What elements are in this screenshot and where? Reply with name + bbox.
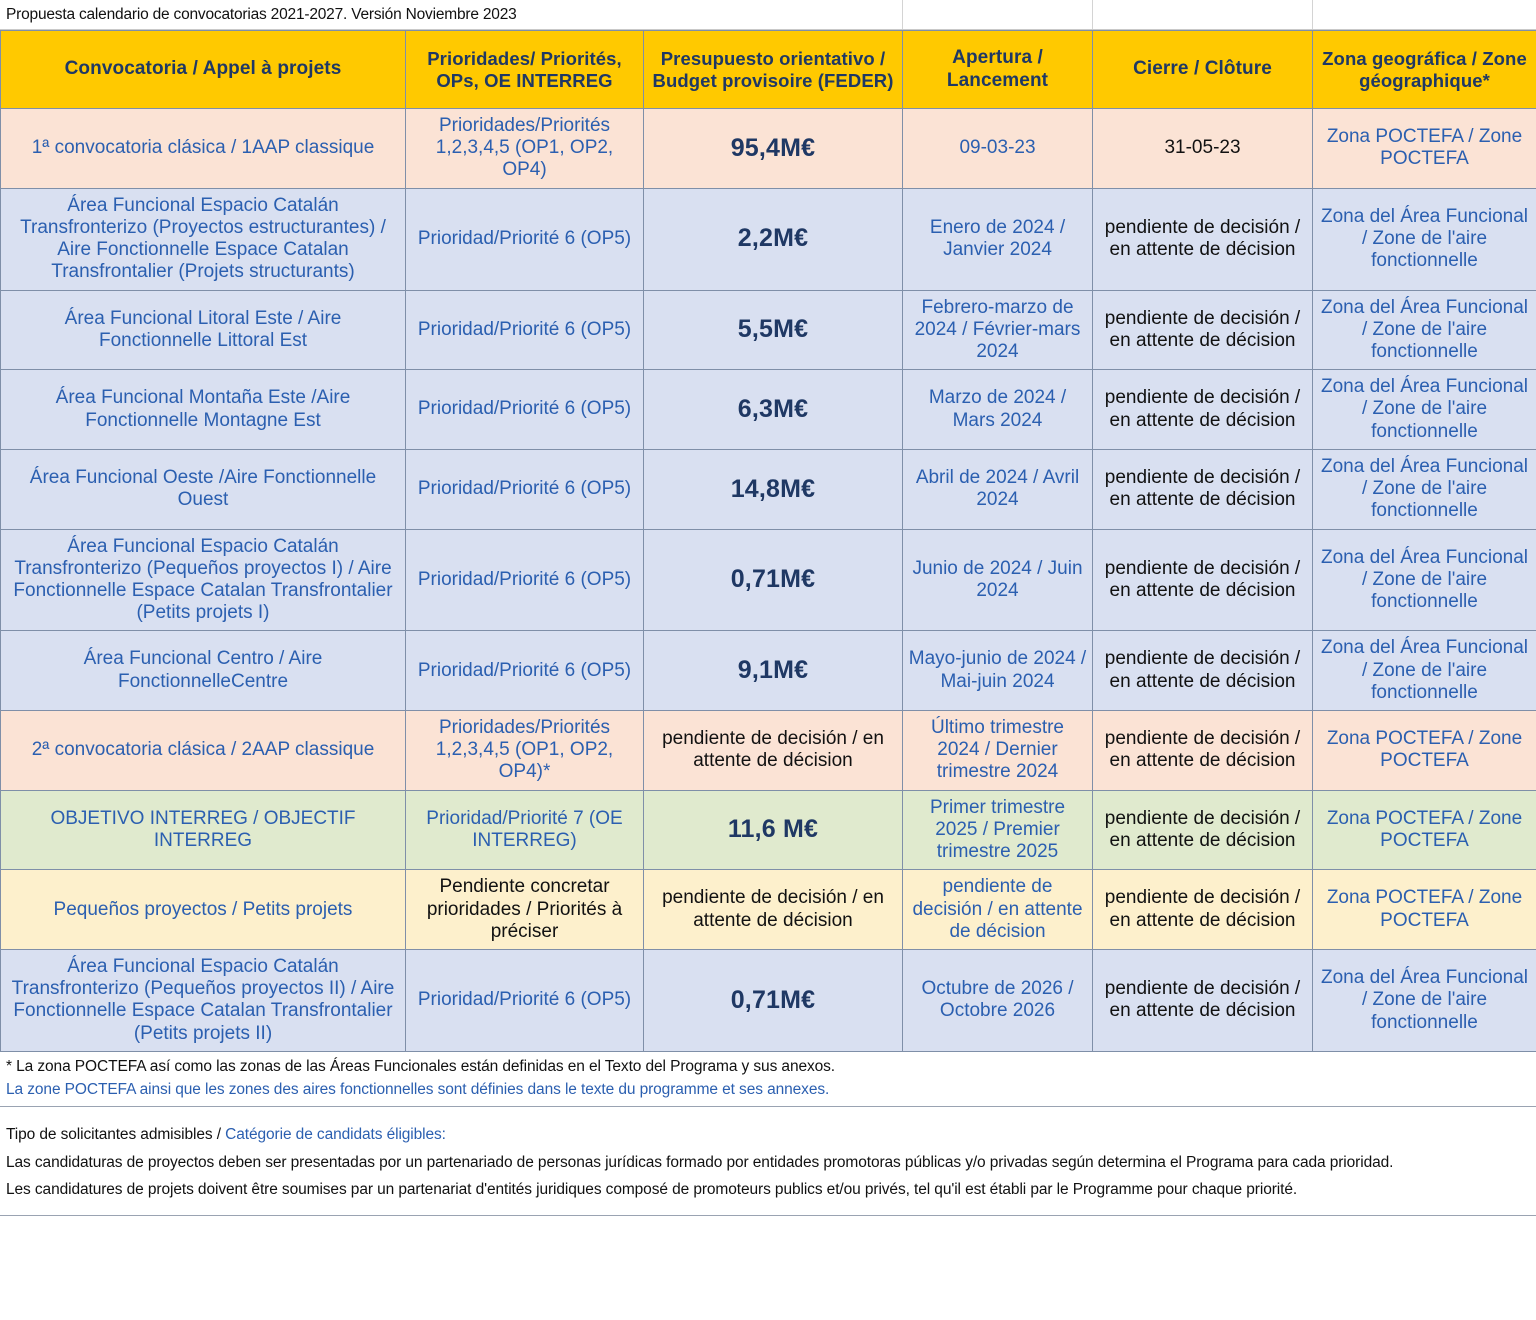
cell-prioridades: Prioridad/Priorité 6 (OP5) <box>406 188 644 290</box>
caption-row <box>0 0 1536 30</box>
cell-convocatoria: Área Funcional Oeste /Aire Fonctionnelle Ouest <box>1 449 406 529</box>
cell-presupuesto: 11,6 M€ <box>644 790 903 870</box>
table-head <box>1 31 1536 109</box>
cell-presupuesto: pendiente de decisión / en attente de décision <box>644 711 903 791</box>
footer-body-french: Les candidatures de projets doivent être soumises par un partenariat d'entités juridiques composé de promoteurs publics et/ou privés, tel qu'il est établi par le Programme pour chaque priorité. <box>6 1180 1298 1198</box>
cell-prioridades: Prioridad/Priorité 6 (OP5) <box>406 290 644 370</box>
cell-cierre: pendiente de decisión / en attente de décision <box>1093 449 1313 529</box>
table-row <box>1 370 1536 450</box>
cell-zona: Zona POCTEFA / Zone POCTEFA <box>1313 870 1536 950</box>
cell-convocatoria: OBJETIVO INTERREG / OBJECTIF INTERREG <box>1 790 406 870</box>
cell-convocatoria: Área Funcional Espacio Catalán Transfronterizo (Pequeños proyectos I) / Aire Fonctionnelle Espace Catalan Transfrontalier (Petits projets I) <box>1 529 406 631</box>
cell-prioridades: Prioridad/Priorité 6 (OP5) <box>406 449 644 529</box>
column-header-presupuesto: Presupuesto orientativo / Budget provisoire (FEDER) <box>644 31 903 109</box>
footer-title-spanish: Tipo de solicitantes admisibles / <box>6 1126 226 1144</box>
cell-zona: Zona del Área Funcional / Zone de l'aire fonctionnelle <box>1313 290 1536 370</box>
cell-cierre: pendiente de decisión / en attente de décision <box>1093 529 1313 631</box>
cell-prioridades: Prioridad/Priorité 6 (OP5) <box>406 370 644 450</box>
cell-convocatoria: Pequeños proyectos / Petits projets <box>1 870 406 950</box>
cell-apertura: Enero de 2024 / Janvier 2024 <box>903 188 1093 290</box>
cell-prioridades: Prioridad/Priorité 7 (OE INTERREG) <box>406 790 644 870</box>
cell-cierre: pendiente de decisión / en attente de décision <box>1093 290 1313 370</box>
cell-prioridades: Prioridad/Priorité 6 (OP5) <box>406 950 644 1052</box>
table-row <box>1 870 1536 950</box>
cell-cierre: pendiente de decisión / en attente de décision <box>1093 188 1313 290</box>
table-row <box>1 290 1536 370</box>
cell-zona: Zona POCTEFA / Zone POCTEFA <box>1313 711 1536 791</box>
footer-body-spanish: Las candidaturas de proyectos deben ser presentadas por un partenariado de personas jurídicas formado por entidades promotoras públicas y/o privadas según determina el Programa para cada prioridad. <box>6 1153 1394 1171</box>
cell-convocatoria: Área Funcional Montaña Este /Aire Fonctionnelle Montagne Est <box>1 370 406 450</box>
cell-cierre: 31-05-23 <box>1093 109 1313 189</box>
cell-prioridades: Prioridades/Priorités 1,2,3,4,5 (OP1, OP2, OP4) <box>406 109 644 189</box>
cell-apertura: Octubre de 2026 / Octobre 2026 <box>903 950 1093 1052</box>
cell-zona: Zona del Área Funcional / Zone de l'aire fonctionnelle <box>1313 631 1536 711</box>
cell-presupuesto: 2,2M€ <box>644 188 903 290</box>
cell-convocatoria: Área Funcional Litoral Este / Aire Fonctionnelle Littoral Est <box>1 290 406 370</box>
cell-convocatoria: 2ª convocatoria clásica / 2AAP classique <box>1 711 406 791</box>
column-header-zona: Zona geográfica / Zone géographique* <box>1313 31 1536 109</box>
cell-zona: Zona POCTEFA / Zone POCTEFA <box>1313 790 1536 870</box>
calendar-table <box>0 30 1536 1052</box>
table-row <box>1 188 1536 290</box>
caption-blank-cell-1 <box>903 0 1093 29</box>
table-row <box>1 449 1536 529</box>
cell-presupuesto: 95,4M€ <box>644 109 903 189</box>
cell-prioridades: Prioridad/Priorité 6 (OP5) <box>406 631 644 711</box>
cell-apertura: 09-03-23 <box>903 109 1093 189</box>
footer-title-french: Catégorie de candidats éligibles: <box>225 1126 446 1144</box>
cell-presupuesto: 9,1M€ <box>644 631 903 711</box>
cell-apertura: Mayo-junio de 2024 / Mai-juin 2024 <box>903 631 1093 711</box>
footer-block <box>0 1121 1536 1210</box>
cell-presupuesto: pendiente de decisión / en attente de décision <box>644 870 903 950</box>
cell-prioridades: Prioridades/Priorités 1,2,3,4,5 (OP1, OP2, OP4)* <box>406 711 644 791</box>
cell-zona: Zona del Área Funcional / Zone de l'aire fonctionnelle <box>1313 370 1536 450</box>
footnote-spanish: * La zona POCTEFA así como las zonas de las Áreas Funcionales están definidas en el Texto del Programa y sus anexos. <box>6 1057 836 1075</box>
header-row <box>1 31 1536 109</box>
column-header-prioridades: Prioridades/ Priorités, OPs, OE INTERREG <box>406 31 644 109</box>
cell-zona: Zona POCTEFA / Zone POCTEFA <box>1313 109 1536 189</box>
cell-convocatoria: Área Funcional Espacio Catalán Transfronterizo (Pequeños proyectos II) / Aire Fonctionnelle Espace Catalan Transfrontalier (Petits projets II) <box>1 950 406 1052</box>
cell-zona: Zona del Área Funcional / Zone de l'aire fonctionnelle <box>1313 529 1536 631</box>
cell-apertura: Junio de 2024 / Juin 2024 <box>903 529 1093 631</box>
footer-separator <box>0 1215 1536 1216</box>
cell-apertura: Marzo de 2024 / Mars 2024 <box>903 370 1093 450</box>
cell-prioridades: Prioridad/Priorité 6 (OP5) <box>406 529 644 631</box>
cell-convocatoria: Área Funcional Espacio Catalán Transfronterizo (Proyectos estructurantes) / Aire Fonctionnelle Espace Catalan Transfrontalier (Projets structurants) <box>1 188 406 290</box>
table-row <box>1 950 1536 1052</box>
cell-apertura: Febrero-marzo de 2024 / Février-mars 2024 <box>903 290 1093 370</box>
column-header-cierre: Cierre / Clôture <box>1093 31 1313 109</box>
sheet-caption: Propuesta calendario de convocatorias 2021-2027. Versión Noviembre 2023 <box>0 0 903 29</box>
cell-apertura: Último trimestre 2024 / Dernier trimestre 2024 <box>903 711 1093 791</box>
footnote-block <box>0 1052 1536 1108</box>
cell-presupuesto: 0,71M€ <box>644 529 903 631</box>
cell-presupuesto: 0,71M€ <box>644 950 903 1052</box>
table-row <box>1 529 1536 631</box>
cell-prioridades: Pendiente concretar prioridades / Priorités à préciser <box>406 870 644 950</box>
column-header-apertura: Apertura / Lancement <box>903 31 1093 109</box>
cell-presupuesto: 6,3M€ <box>644 370 903 450</box>
footnote-french: La zone POCTEFA ainsi que les zones des aires fonctionnelles sont définies dans le texte du programme et ses annexes. <box>6 1081 830 1099</box>
table-row <box>1 109 1536 189</box>
cell-cierre: pendiente de decisión / en attente de décision <box>1093 370 1313 450</box>
caption-blank-cell-2 <box>1093 0 1313 29</box>
cell-cierre: pendiente de decisión / en attente de décision <box>1093 711 1313 791</box>
cell-presupuesto: 14,8M€ <box>644 449 903 529</box>
cell-convocatoria: Área Funcional Centro / Aire FonctionnelleCentre <box>1 631 406 711</box>
footer-spacer <box>0 1107 1536 1121</box>
cell-apertura: Abril de 2024 / Avril 2024 <box>903 449 1093 529</box>
cell-zona: Zona del Área Funcional / Zone de l'aire fonctionnelle <box>1313 950 1536 1052</box>
cell-presupuesto: 5,5M€ <box>644 290 903 370</box>
cell-cierre: pendiente de decisión / en attente de décision <box>1093 790 1313 870</box>
cell-apertura: pendiente de decisión / en attente de décision <box>903 870 1093 950</box>
table-body <box>1 109 1536 1052</box>
cell-cierre: pendiente de decisión / en attente de décision <box>1093 870 1313 950</box>
footer-title-line <box>6 1121 1530 1148</box>
cell-zona: Zona del Área Funcional / Zone de l'aire fonctionnelle <box>1313 188 1536 290</box>
cell-convocatoria: 1ª convocatoria clásica / 1AAP classique <box>1 109 406 189</box>
caption-blank-cell-3 <box>1313 0 1536 29</box>
table-row <box>1 711 1536 791</box>
cell-cierre: pendiente de decisión / en attente de décision <box>1093 950 1313 1052</box>
cell-zona: Zona del Área Funcional / Zone de l'aire fonctionnelle <box>1313 449 1536 529</box>
cell-cierre: pendiente de decisión / en attente de décision <box>1093 631 1313 711</box>
column-header-convocatoria: Convocatoria / Appel à projets <box>1 31 406 109</box>
table-row <box>1 631 1536 711</box>
cell-apertura: Primer trimestre 2025 / Premier trimestre 2025 <box>903 790 1093 870</box>
table-row <box>1 790 1536 870</box>
